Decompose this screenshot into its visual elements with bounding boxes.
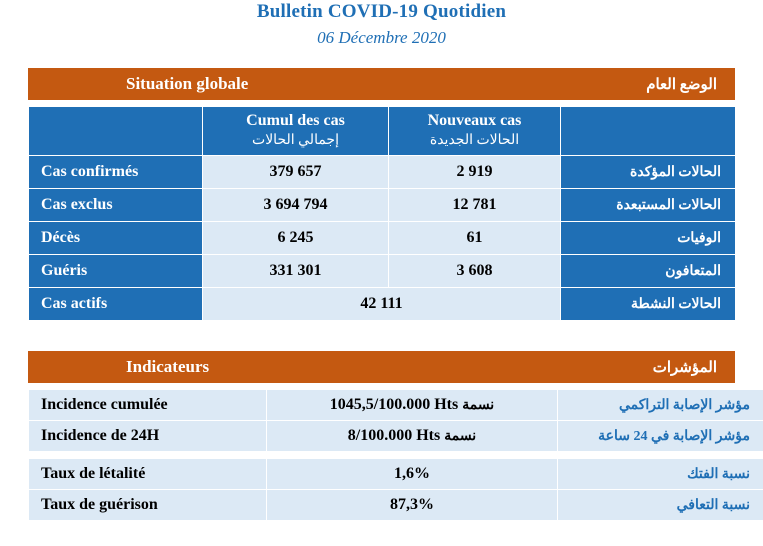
row-label-deces: Décès: [29, 222, 203, 255]
banner-indicateurs-ar: المؤشرات: [652, 359, 717, 376]
indicator-value-text-taux-letalite: 1,6%: [394, 465, 430, 482]
table-row: [29, 156, 736, 189]
indicator-value-taux-letalite: [267, 459, 558, 490]
row-nouveaux-cas-confirmes: 2 919: [389, 156, 561, 189]
table-row: [29, 255, 736, 288]
table-row: [29, 490, 763, 521]
gap-cell-2: [267, 452, 558, 459]
indicator-label-ar-incidence-cumulee: مؤشر الإصابة التراكمي: [558, 390, 763, 421]
row-cumul-deces: 6 245: [203, 222, 389, 255]
indicator-label-ar-taux-guerison: نسبة التعافي: [558, 490, 763, 521]
indicator-label-taux-guerison: Taux de guérison: [29, 490, 267, 521]
table-header-row: [29, 107, 736, 156]
section-banner-situation-globale: [28, 68, 735, 100]
section-banner-indicateurs: [28, 351, 735, 383]
indicator-label-incidence-24h: Incidence de 24H: [29, 421, 267, 452]
table-row: [29, 222, 736, 255]
header-cell-empty-ar: [561, 107, 736, 156]
banner-title-ar: الوضع العام: [646, 76, 717, 93]
indicator-label-taux-letalite: Taux de létalité: [29, 459, 267, 490]
table-row-cas-actifs: [29, 288, 736, 321]
page-title: Bulletin COVID-19 Quotidien: [256, 1, 507, 22]
gap-cell-1: [29, 452, 267, 459]
indicator-label-incidence-cumulee: Incidence cumulée: [29, 390, 267, 421]
row-label-ar-cas-actifs: الحالات النشطة: [561, 288, 736, 321]
row-label-cas-exclus: Cas exclus: [29, 189, 203, 222]
table-row: [29, 189, 736, 222]
indicator-value-incidence-24h: [267, 421, 558, 452]
column-header-nouveaux-ar: الحالات الجديدة: [429, 133, 520, 148]
indicator-value-text-incidence-cumulee: 1045,5/100.000 Hts: [329, 396, 459, 413]
row-label-ar-deces: الوفيات: [561, 222, 736, 255]
page-date: 06 Décembre 2020: [317, 28, 446, 47]
banner-title-fr: Situation globale: [126, 74, 249, 93]
indicator-value-taux-guerison: [267, 490, 558, 521]
row-cumul-cas-exclus: 3 694 794: [203, 189, 389, 222]
indicator-value-unit-ar-incidence-24h: نسمة: [444, 429, 477, 444]
indicateurs-table: [28, 389, 763, 521]
row-cumul-cas-confirmes: 379 657: [203, 156, 389, 189]
gap-cell-3: [558, 452, 763, 459]
column-header-cumul: [203, 107, 389, 156]
indicator-label-ar-incidence-24h: مؤشر الإصابة في 24 ساعة: [558, 421, 763, 452]
row-label-ar-cas-exclus: الحالات المستبعدة: [561, 189, 736, 222]
indicator-value-unit-ar-incidence-cumulee: نسمة: [462, 398, 495, 413]
row-label-cas-actifs: Cas actifs: [29, 288, 203, 321]
column-header-nouveaux: [389, 107, 561, 156]
row-label-gueris: Guéris: [29, 255, 203, 288]
table-row: [29, 421, 763, 452]
table-row: [29, 390, 763, 421]
row-nouveaux-gueris: 3 608: [389, 255, 561, 288]
situation-globale-table: [28, 106, 736, 321]
indicator-label-ar-taux-letalite: نسبة الفتك: [558, 459, 763, 490]
document-header: [0, 0, 763, 50]
table-gap-row: [29, 452, 763, 459]
row-label-cas-confirmes: Cas confirmés: [29, 156, 203, 189]
indicator-value-text-incidence-24h: 8/100.000 Hts: [347, 427, 441, 444]
table-row: [29, 459, 763, 490]
row-nouveaux-deces: 61: [389, 222, 561, 255]
indicator-value-text-taux-guerison: 87,3%: [390, 496, 434, 513]
row-label-ar-cas-confirmes: الحالات المؤكدة: [561, 156, 736, 189]
row-label-ar-gueris: المتعافون: [561, 255, 736, 288]
row-cumul-gueris: 331 301: [203, 255, 389, 288]
header-cell-empty: [29, 107, 203, 156]
row-nouveaux-cas-exclus: 12 781: [389, 189, 561, 222]
banner-indicateurs-fr: Indicateurs: [126, 357, 210, 376]
column-header-cumul-fr: Cumul des cas: [246, 112, 345, 129]
row-value-cas-actifs: 42 111: [203, 288, 561, 321]
column-header-cumul-ar: إجمالي الحالات: [252, 133, 339, 148]
indicator-value-incidence-cumulee: [267, 390, 558, 421]
column-header-nouveaux-fr: Nouveaux cas: [427, 112, 522, 129]
